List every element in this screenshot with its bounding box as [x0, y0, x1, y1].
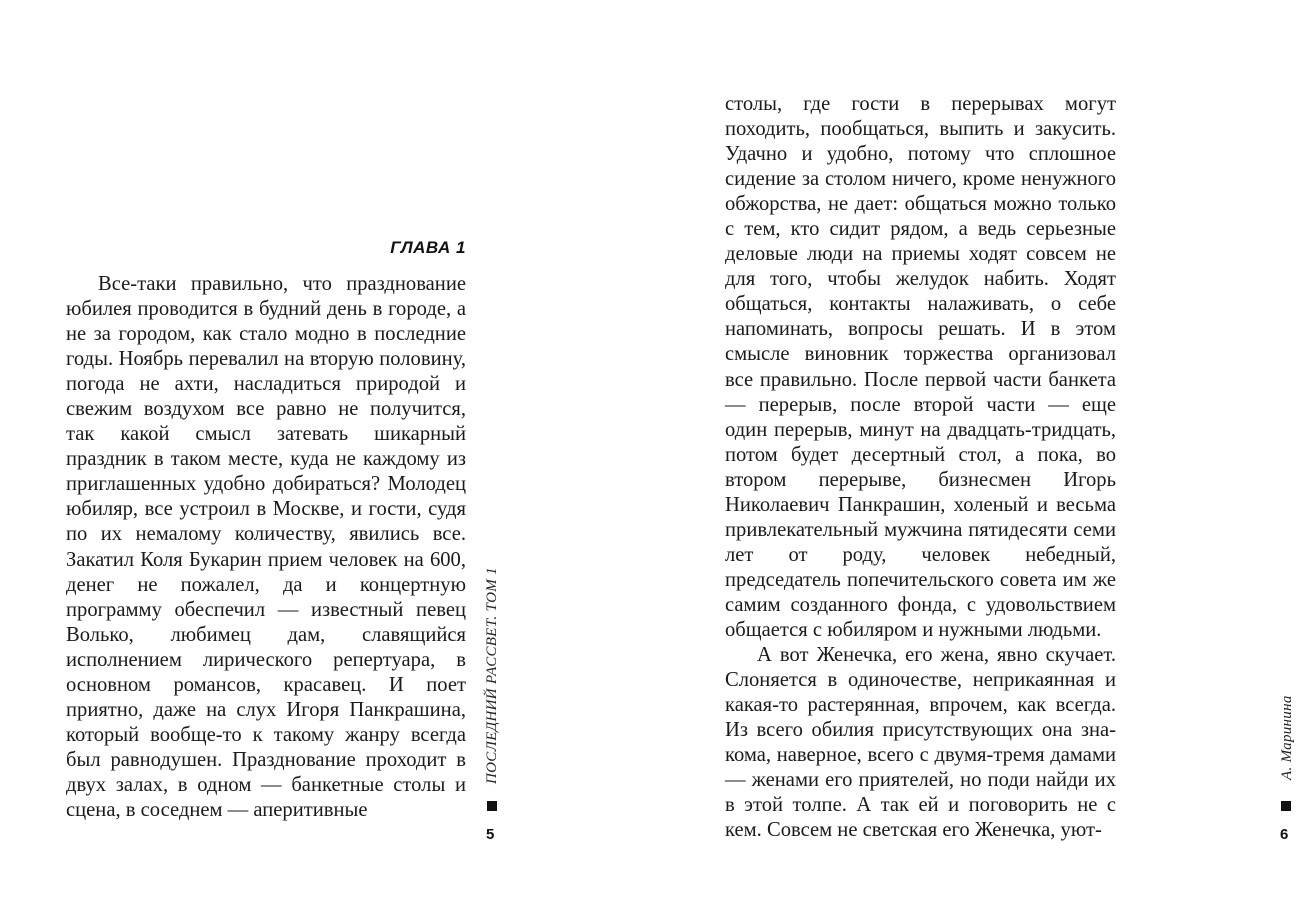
left-page-body	[66, 272, 466, 823]
paragraph: А вот Женечка, его жена, явно скучает. Слоняется в одиночестве, неприкаянная и какая-то растерянная, впрочем, как всегда. Из всего обилия присутствующих она знакома, наверное, всего с двумя-тремя дамами — женами его приятелей, но поди найди их в этой толпе. А так ей и поговорить не с кем. Совсем не светская его Женечка, уют-	[725, 644, 1116, 842]
right-page-body	[725, 92, 1116, 843]
paragraph-continued: столы, где гости в перерывах могут походить, пообщаться, выпить и закусить. Удачно и удобно, потому что сплошное сидение за столом ничего, кроме ненужного обжорства, не дает: общаться можно только с тем, кто сидит рядом, а ведь серьезные деловые люди на приемы ходят совсем не для того, чтобы желудок набить. Ходят общаться, контакты налаживать, о себе напоминать, вопросы решать. И в этом смысле виновник торжества организовал все правильно. После первой части банкета — перерыв, после второй части — еще один перерыв, минут на двадцать-тридцать, потом будет десертный стол, а пока, во втором перерыве, бизнесмен Игорь Николаевич Панкрашин, холеный и весьма привлекательный мужчина пятидесяти семи лет от роду, человек небедный, председатель попечительского совета им же самим созданного фонда, с удовольствием общается с юбиляром и нужными людьми.	[725, 93, 1116, 641]
right-page	[590, 0, 1295, 916]
paragraph: Все-таки правильно, что празднование юбилея проводится в будний день в городе, а не за городом, как стало модно в последние годы. Ноябрь перевалил на вторую половину, погода не ахти, насладиться природой и свежим воздухом все равно не получится, так какой смысл затевать шикарный праздник в таком месте, куда не каждому из приглашенных удобно добираться? Молодец юбиляр, все устроил в Москве, и гости, судя по их немалому количеству, явились все. Закатил Коля Букарин прием человек на 600, денег не пожалел, да и концертную программу обеспечил — известный певец Волько, любимец дам, славящийся исполнением лирического репертуара, в основном романсов, красавец. И поет приятно, даже на слух Игоря Панкрашина, который вообще-то к такому жанру всегда был равнодушен. Празднование проходит в двух залах, в одном — банкетные столы и сцена, в соседнем — аперитивные	[66, 273, 466, 821]
left-page	[0, 0, 590, 916]
page-number: 5	[486, 826, 495, 843]
square-marker-icon	[1281, 801, 1291, 811]
chapter-heading: ГЛАВА 1	[390, 238, 466, 257]
page-number: 6	[1280, 826, 1289, 843]
running-head-author: А. Маринина	[1279, 695, 1295, 780]
square-marker-icon	[487, 801, 497, 811]
running-head-book-title: ПОСЛЕДНИЙ РАССВЕТ. ТОМ 1	[484, 567, 500, 784]
